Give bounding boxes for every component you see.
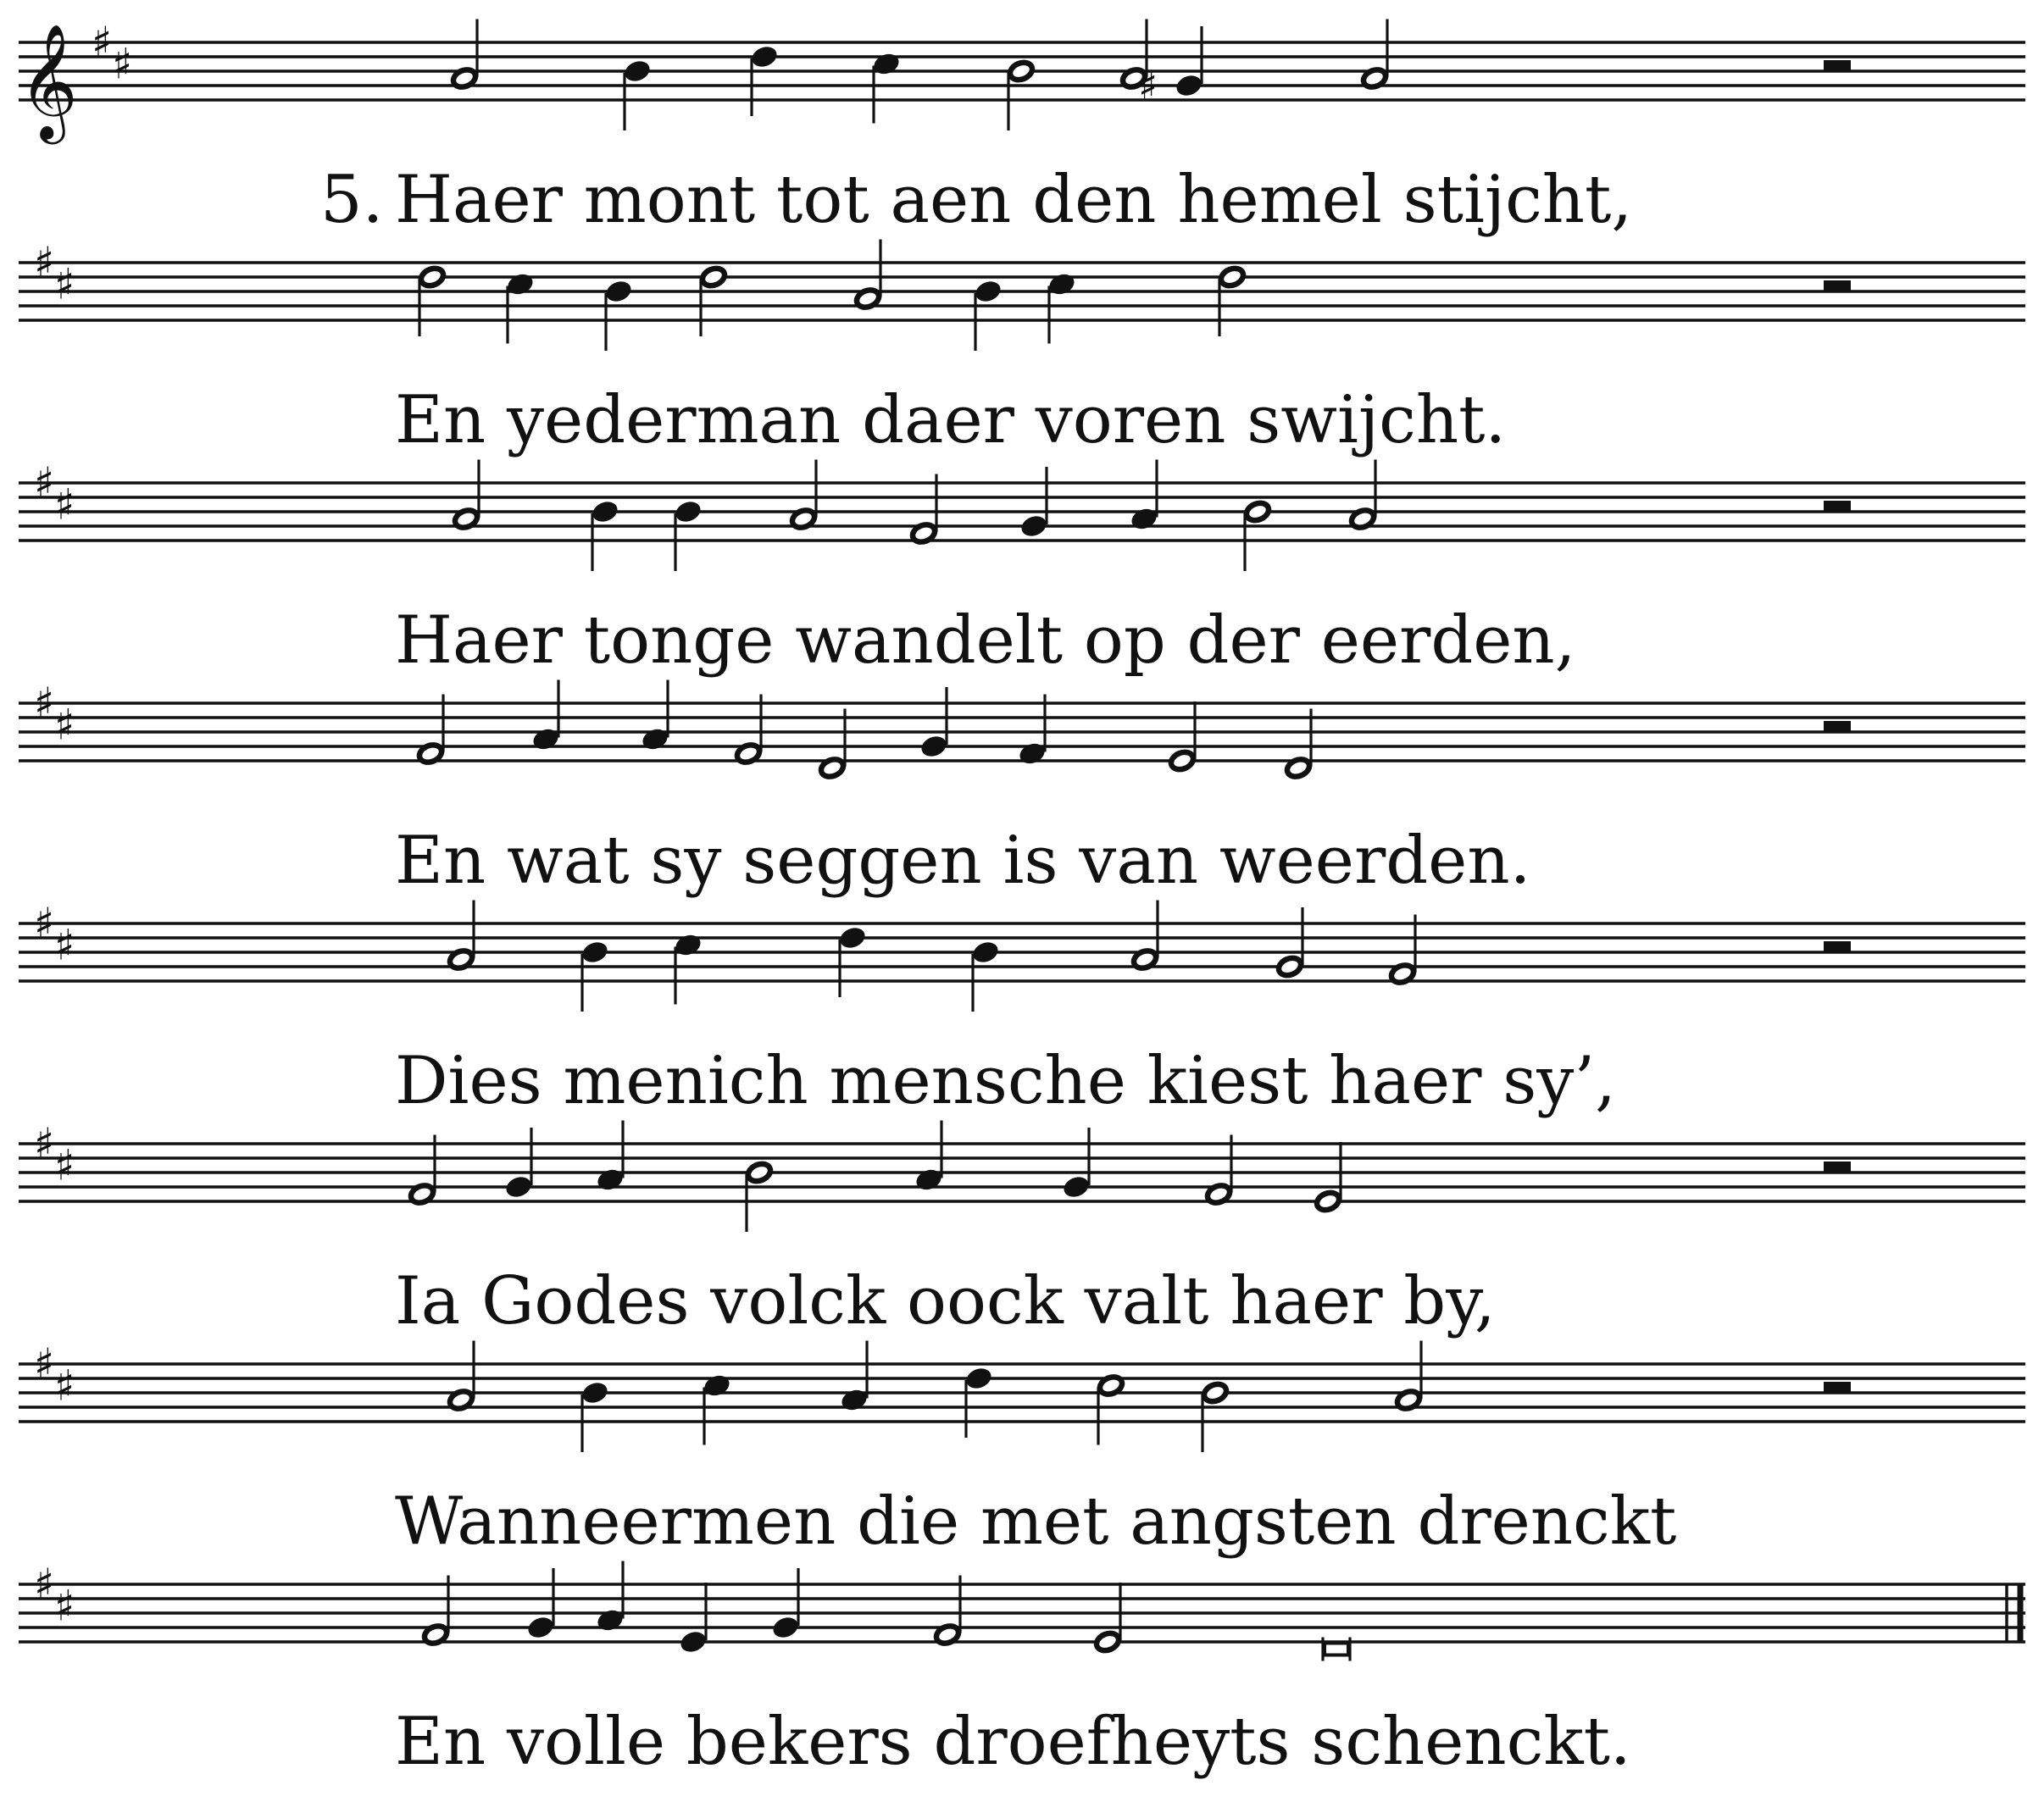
notehead	[603, 278, 634, 305]
half-rest-icon	[1824, 721, 1851, 733]
note	[419, 265, 446, 336]
notehead	[964, 1365, 994, 1392]
notehead	[749, 43, 780, 70]
notehead	[871, 51, 902, 78]
staff-system	[19, 1339, 2025, 1560]
note	[1219, 265, 1246, 336]
note	[1205, 1135, 1232, 1206]
sharp-icon: ♯	[34, 899, 55, 948]
sharp-icon: ♯	[112, 39, 133, 89]
note	[837, 924, 868, 997]
notehead	[1174, 72, 1204, 99]
sharp-icon: ♯	[34, 458, 55, 507]
note	[1019, 467, 1049, 540]
note	[580, 939, 610, 1012]
notehead	[1061, 1173, 1091, 1200]
notehead	[702, 1372, 732, 1400]
note	[1131, 901, 1158, 972]
note	[1395, 1341, 1422, 1412]
note	[525, 1568, 556, 1641]
notehead	[700, 265, 727, 289]
half-rest-icon	[1824, 1382, 1851, 1394]
staff-system	[19, 1560, 2025, 1780]
notehead	[914, 1167, 944, 1194]
notehead	[839, 1387, 869, 1414]
note	[1169, 701, 1196, 773]
staff-system	[19, 458, 2025, 679]
sharp-icon: ♯	[34, 1560, 55, 1609]
verse-number: 5.	[320, 162, 384, 238]
notehead	[530, 726, 561, 753]
note	[451, 19, 478, 91]
notehead	[973, 278, 1003, 305]
notehead	[525, 1614, 556, 1641]
note	[1138, 26, 1204, 110]
notehead	[770, 1614, 801, 1641]
notehead	[503, 1173, 534, 1200]
note	[919, 687, 949, 760]
notehead	[1202, 1381, 1229, 1405]
notehead	[595, 1167, 625, 1194]
note	[1314, 1142, 1341, 1213]
sharp-icon: ♯	[54, 1581, 75, 1631]
notehead	[1244, 500, 1271, 524]
lyric-line: En wat sy seggen is van weerden.	[395, 823, 1531, 899]
note	[1276, 907, 1303, 979]
notehead	[1219, 265, 1246, 289]
note	[453, 460, 480, 531]
note	[1244, 500, 1271, 571]
note	[700, 265, 727, 336]
notehead	[580, 939, 610, 966]
half-rest-icon	[1824, 1162, 1851, 1173]
half-rest-icon	[1824, 501, 1851, 513]
staff-system	[19, 899, 2025, 1119]
notehead	[1017, 740, 1047, 768]
note	[603, 278, 634, 351]
note	[678, 1583, 708, 1655]
note	[447, 901, 475, 972]
staff-system	[19, 1119, 2025, 1339]
notehead	[1129, 506, 1159, 533]
lyric-line: En yederman daer voren swijcht.	[395, 382, 1507, 458]
lyric-line: Wanneermen die met angsten drenckt	[395, 1483, 1677, 1560]
note	[408, 1135, 436, 1206]
note	[1061, 1128, 1091, 1200]
staff-system	[19, 238, 2025, 458]
lyric-line: En volle bekers droefheyts schenckt.	[395, 1704, 1631, 1780]
notehead	[1094, 1630, 1121, 1654]
note	[417, 695, 444, 766]
note	[964, 1365, 994, 1438]
half-rest-icon	[1824, 941, 1851, 953]
note	[749, 43, 780, 116]
notehead	[640, 726, 670, 753]
lyric-line: Haer mont tot aen den hemel stijcht,	[395, 162, 1633, 238]
treble-clef-icon: 𝄞	[19, 22, 78, 139]
notehead	[970, 939, 1001, 966]
note	[1349, 460, 1376, 531]
sharp-icon: ♯	[54, 700, 75, 750]
lyric-line: Dies menich mensche kiest haer sy’,	[395, 1043, 1616, 1119]
notehead	[1276, 955, 1303, 979]
note	[422, 1576, 449, 1647]
notehead	[1047, 271, 1077, 298]
sharp-icon: ♯	[54, 920, 75, 970]
note	[735, 695, 762, 766]
note	[1008, 59, 1035, 130]
notehead	[1008, 59, 1035, 83]
note	[1097, 1374, 1125, 1445]
note	[854, 240, 881, 311]
note	[622, 58, 653, 130]
note	[819, 709, 846, 780]
notehead	[746, 1161, 773, 1184]
half-rest-icon	[1824, 60, 1851, 72]
sharp-accidental-icon: ♯	[1138, 63, 1158, 110]
sharp-icon: ♯	[34, 679, 55, 728]
sharp-icon: ♯	[34, 1119, 55, 1168]
half-rest-icon	[1824, 280, 1851, 292]
notehead	[595, 1607, 625, 1634]
note	[910, 474, 937, 546]
note	[1361, 19, 1388, 91]
note	[1202, 1381, 1229, 1452]
notehead	[1169, 749, 1196, 773]
breve-notehead	[1325, 1644, 1348, 1655]
sharp-icon: ♯	[54, 1140, 75, 1190]
note	[580, 1379, 610, 1452]
sharp-icon: ♯	[34, 238, 55, 287]
sharp-icon: ♯	[54, 259, 75, 309]
note	[1285, 709, 1312, 780]
lyric-line: Haer tonge wandelt op der eerden,	[395, 602, 1576, 679]
lyric-line: Ia Godes volck oock valt haer by,	[395, 1263, 1496, 1339]
sharp-icon: ♯	[34, 1339, 55, 1389]
note	[934, 1576, 961, 1647]
notehead	[678, 1628, 708, 1655]
notehead	[419, 265, 446, 289]
notehead	[1314, 1189, 1341, 1213]
notehead	[673, 498, 703, 525]
sharp-icon: ♯	[54, 480, 75, 530]
staff-system	[19, 18, 2025, 238]
sharp-icon: ♯	[54, 1361, 75, 1411]
note	[447, 1341, 475, 1412]
sharp-icon: ♯	[92, 18, 113, 67]
note	[503, 1128, 534, 1200]
notehead	[1019, 513, 1049, 540]
note	[790, 460, 817, 531]
notehead	[622, 58, 653, 85]
notehead	[590, 498, 620, 525]
note	[1389, 915, 1416, 986]
note	[973, 278, 1003, 351]
notehead	[919, 733, 949, 760]
notehead	[837, 924, 868, 951]
note	[590, 498, 620, 571]
notehead	[580, 1379, 610, 1406]
note	[1094, 1583, 1121, 1654]
note	[746, 1161, 773, 1232]
note	[970, 939, 1001, 1012]
staff-system	[19, 679, 2025, 899]
notehead	[505, 271, 536, 298]
note	[673, 498, 703, 571]
note	[770, 1568, 801, 1641]
notehead	[673, 932, 703, 959]
